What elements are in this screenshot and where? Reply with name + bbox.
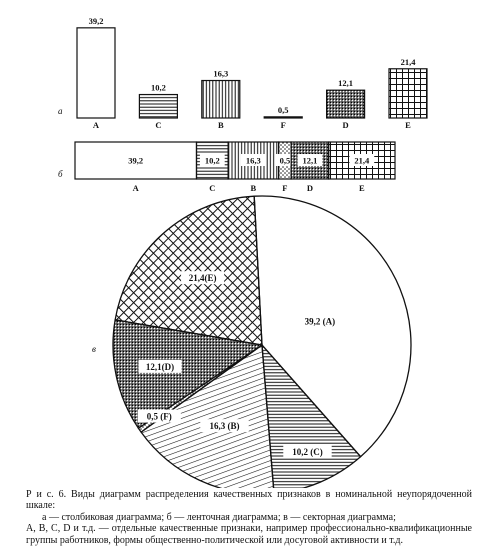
bar-category-label: F [280,120,286,130]
figure-caption [26,489,472,546]
band-value-label: 39,2 [128,155,144,166]
pie-slice-label: 21,4(E) [188,273,217,284]
band-value-label: 16,3 [245,155,261,166]
bar-value-label: 12,1 [338,78,354,89]
pie-slice-label: 16,3 (B) [209,421,240,432]
band-value-label: 0,5 [279,155,291,166]
pie-slice-label: 39,2 (A) [304,316,336,327]
caption-title: Р и с. 6. Виды диаграмм распределения качественных признаков в номинальной неупорядоченной шкале: [26,489,472,512]
pie-slice-label: 10,2 (C) [292,446,323,457]
bar-category-label: B [217,120,224,130]
panel-label-b: б [58,169,63,179]
panel-label-c: в [92,344,96,354]
bar-category-label: A [92,120,100,130]
band-value-label: 21,4 [354,155,370,166]
band-category-label: A [132,183,139,193]
band-category-label: F [282,183,288,193]
caption-description: A, B, C, D и т.д. — отдельные качественные признаки, например профессионально-квалификационные группы работников, формы общественно-политической или досуговой активности и т.д. [26,523,472,546]
pie-chart [92,196,411,488]
bar-value-label: 10,2 [150,82,166,93]
band-category-label: C [209,183,216,193]
pie-slice-label: 12,1(D) [145,361,175,372]
panel-label-a: а [58,106,63,116]
bar-value-label: 21,4 [400,56,416,67]
pie-slice-e [115,196,262,345]
band-chart [58,142,395,193]
bar-a [77,28,115,118]
bar-c [139,95,177,118]
column-chart [58,16,427,130]
band-value-label: 12,1 [302,155,318,166]
bar-value-label: 16,3 [213,68,229,79]
band-category-label: D [306,183,313,193]
bar-e [389,69,427,118]
band-category-label: E [359,183,365,193]
bar-value-label: 39,2 [88,15,104,26]
pie-slice-label: 0,5 (F) [146,411,172,422]
band-category-label: B [250,183,257,193]
bar-category-label: D [342,120,349,130]
bar-d [327,90,365,118]
bar-b [202,81,240,118]
bar-value-label: 0,5 [277,104,289,115]
band-value-label: 10,2 [204,155,220,166]
bar-category-label: C [155,120,162,130]
caption-legend-line: а — столбиковая диаграмма; б — ленточная диаграмма; в — секторная диаграмма; [42,511,396,523]
bar-category-label: E [405,120,411,130]
bar-f [264,117,302,118]
